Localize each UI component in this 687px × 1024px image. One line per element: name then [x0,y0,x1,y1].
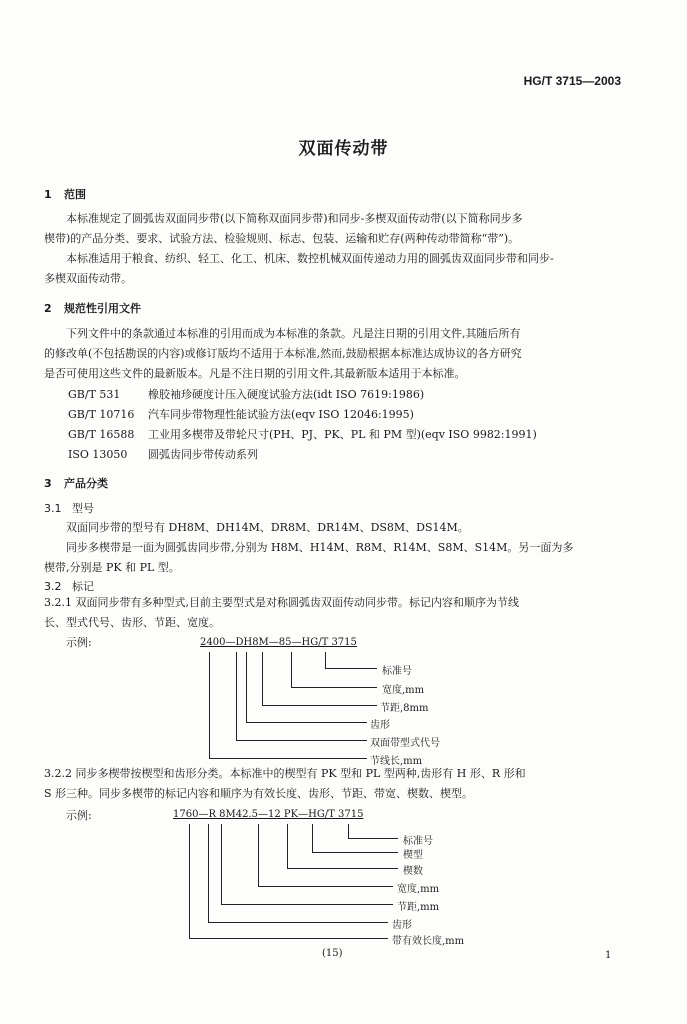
diagram-label: 齿形 [370,720,390,731]
page-title: 双面传动带 [298,139,389,159]
paragraph-line: 本标准适用于粮食、纺织、轻工、化工、机床、数控机械双面传递动力用的圆弧齿双面同步带和同步- [66,252,554,265]
example-1-marking: 2400—DH8M—85—HG/T 3715 [200,637,357,648]
leader-line [221,904,393,905]
diagram-label: 楔型 [403,850,423,861]
example-label: 示例: [66,809,92,822]
diagram-label: 齿形 [392,920,412,931]
leader-line [189,938,388,939]
diagram-label: 节线长,mm [370,756,423,767]
standard-number: HG/T 3715—2003 [523,74,621,88]
section-1-heading [44,186,86,202]
reference-item [68,405,537,425]
leader-line [348,838,398,839]
leader-line [236,740,367,741]
paragraph-line: 3.2.1 双面同步带有多种型式,目前主要型式是对称圆弧齿双面传动同步带。标记内容和顺序为节线 [44,596,519,609]
leader-line [221,824,222,904]
leader-line [246,722,367,723]
reference-code: GB/T 10716 [68,408,135,421]
diagram-label: 楔数 [403,866,423,877]
reference-title: 圆弧齿同步带传动系列 [148,448,258,461]
leader-line [325,668,377,669]
paragraph-line: 下列文件中的条款通过本标准的引用而成为本标准的条款。凡是注日期的引用文件,其随后所有 [66,327,521,340]
section-title: 规范性引用文件 [64,302,141,315]
section-1-body [44,209,554,289]
diagram-label: 宽度,mm [382,685,425,696]
leader-line [209,758,367,759]
section-number: 1 [44,188,52,201]
paragraph-line: 3.2.2 同步多楔带按楔型和齿形分类。本标准中的楔型有 PK 型和 PL 型两种,齿形有 H 形、R 形和 [44,767,526,780]
example-label: 示例: [66,636,92,649]
reference-item [68,385,537,405]
example-2-marking: 1760—R 8M42.5—12 PK—HG/T 3715 [173,809,364,820]
paragraph-line: 长、型式代号、齿形、节距、宽度。 [44,616,220,629]
subsection-number: 3.1 [44,502,62,515]
section-title: 产品分类 [64,477,108,490]
leader-line [236,652,237,740]
diagram-label: 双面带型式代号 [370,738,440,749]
leader-line [325,652,326,668]
leader-line [291,687,377,688]
section-number: 3 [44,477,52,490]
diagram-label: 宽度,mm [397,884,440,895]
section-number: 2 [44,302,52,315]
leader-line [208,824,209,922]
diagram-label: 节距,mm [397,902,440,913]
reference-title: 汽车同步带物理性能试验方法(eqv ISO 12046:1995) [148,408,414,421]
leader-line [246,652,247,722]
leader-line [287,824,288,868]
leader-line [262,705,377,706]
diagram-label: 标准号 [382,666,412,677]
paragraph-line: 双面同步带的型号有 DH8M、DH14M、DR8M、DR14M、DS8M、DS14M。 [66,521,469,534]
subsection-3-2-2-body [44,764,526,804]
subsection-3-1-heading [44,500,94,516]
paragraph-line: 多楔双面传动带。 [44,272,132,285]
paragraph-line: S 形三种。同步多楔带的标记内容和顺序为有效长度、齿形、节距、带宽、楔数、楔型。 [44,787,474,800]
section-title: 范围 [64,188,86,201]
section-2-heading [44,300,141,316]
subsection-number: 3.2 [44,580,62,593]
reference-title: 工业用多楔带及带轮尺寸(PH、PJ、PK、PL 和 PM 型)(eqv ISO 9982:1991) [148,428,537,441]
page-code: (15) [322,948,343,959]
reference-title: 橡胶袖珍硬度计压入硬度试验方法(idt ISO 7619:1986) [148,388,425,401]
section-3-heading [44,475,108,491]
leader-line [291,652,292,687]
paragraph-line: 楔带,分别是 PK 和 PL 型。 [44,561,180,574]
subsection-3-1-body [44,518,573,578]
subsection-title: 标记 [72,580,94,593]
leader-line [312,852,398,853]
paragraph-line: 是否可使用这些文件的最新版本。凡是不注日期的引用文件,其最新版本适用于本标准。 [44,367,466,380]
diagram-label: 标准号 [403,836,433,847]
leader-line [209,652,210,758]
leader-line [262,652,263,705]
leader-line [208,922,388,923]
reference-code: GB/T 531 [68,388,121,401]
diagram-label: 节距,8mm [380,703,429,714]
leader-line [258,886,393,887]
reference-item [68,445,537,465]
section-2-body [44,324,522,384]
reference-list [68,385,537,465]
leader-line [312,824,313,852]
subsection-3-2-heading [44,578,94,594]
leader-line [287,868,398,869]
paragraph-line: 本标准规定了圆弧齿双面同步带(以下简称双面同步带)和同步-多楔双面传动带(以下简称同步多 [66,212,523,225]
leader-line [189,824,190,938]
leader-line [258,824,259,886]
reference-code: ISO 13050 [68,448,128,461]
subsection-3-2-1-body [44,593,519,633]
page-number: 1 [605,950,612,961]
paragraph-line: 的修改单(不包括勘误的内容)或修订版均不适用于本标准,然而,鼓励根据本标准达成协议的各方研究 [44,347,522,360]
reference-code: GB/T 16588 [68,428,135,441]
leader-line [348,824,349,838]
paragraph-line: 同步多楔带是一面为圆弧齿同步带,分别为 H8M、H14M、R8M、R14M、S8M、S14M。另一面为多 [66,541,574,554]
subsection-title: 型号 [72,502,94,515]
paragraph-line: 楔带)的产品分类、要求、试验方法、检验规则、标志、包装、运输和贮存(两种传动带简称“带”)。 [44,232,520,245]
diagram-label: 带有效长度,mm [392,936,465,947]
reference-item [68,425,537,445]
